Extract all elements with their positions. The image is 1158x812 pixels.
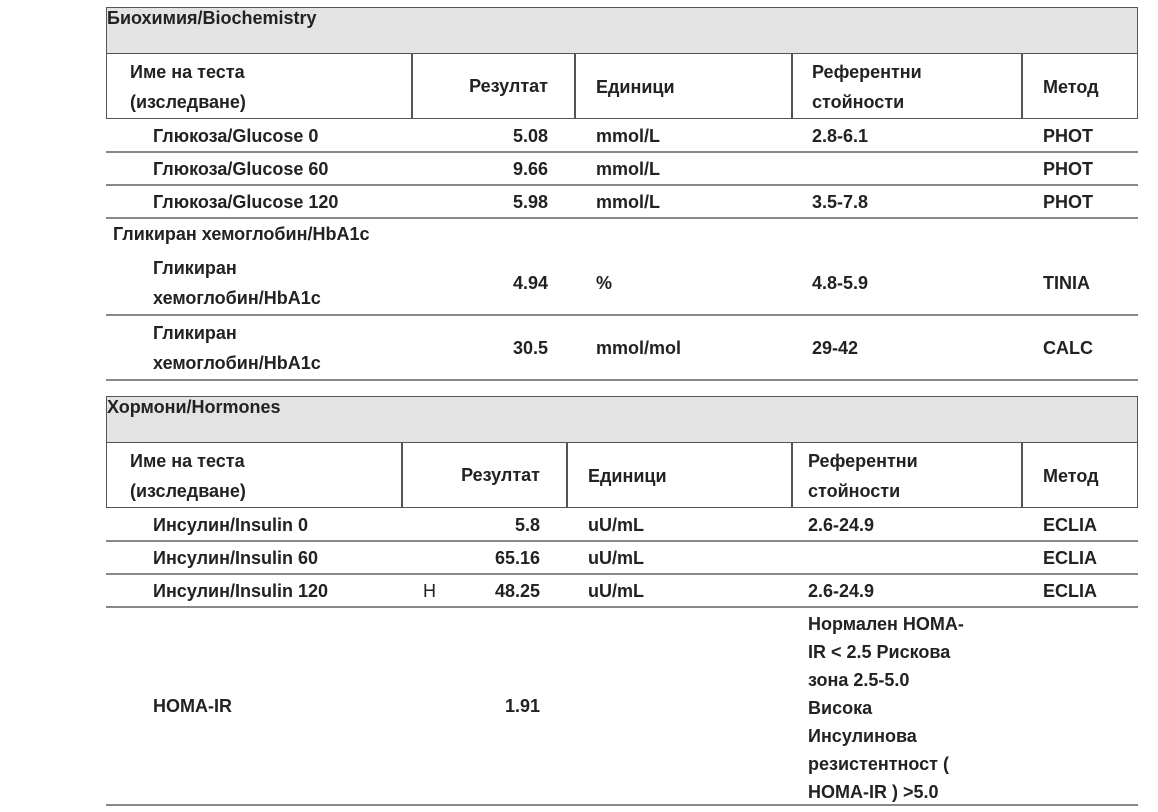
header-units: Единици: [588, 466, 667, 486]
method: PHOT: [1043, 125, 1094, 146]
result-value: 9.66: [512, 158, 548, 179]
row-divider: [106, 606, 1138, 608]
units: uU/mL: [588, 547, 644, 568]
reference-range: 2.8-6.1: [812, 125, 869, 146]
method: ECLIA: [1043, 547, 1097, 568]
test-name: HOMA-IR: [153, 696, 232, 716]
method: CALC: [1043, 337, 1093, 358]
header-result: Резултат: [469, 76, 548, 96]
group-label: Гликиран хемоглобин/HbA1c: [113, 224, 370, 244]
test-name: Глюкоза/Glucose 120: [153, 191, 339, 212]
result-value: 65.16: [494, 547, 540, 568]
header-units: Единици: [596, 77, 675, 97]
reference-range: 2.6-24.9: [808, 580, 875, 601]
column-divider: [574, 54, 576, 118]
header-test-name: Име на теста (изследване): [130, 451, 246, 501]
result-value: 5.98: [512, 191, 548, 212]
test-name: Глюкоза/Glucose 0: [153, 125, 319, 146]
result-value: 4.94: [512, 272, 548, 293]
result-value: 1.91: [504, 696, 540, 716]
section-header: [106, 396, 1138, 443]
test-name: Гликиран хемоглобин/HbA1c: [153, 322, 321, 373]
method: PHOT: [1043, 191, 1094, 212]
header-reference: Референтни стойности: [812, 62, 922, 112]
test-name: Инсулин/Insulin 60: [153, 547, 318, 568]
method: TINIA: [1043, 272, 1090, 293]
section-title: Хормони/Hormones: [107, 397, 281, 417]
units: mmol/L: [596, 191, 661, 212]
test-name: Инсулин/Insulin 0: [153, 514, 308, 535]
column-divider: [1021, 443, 1023, 507]
test-name: Глюкоза/Glucose 60: [153, 158, 329, 179]
method: ECLIA: [1043, 580, 1097, 601]
method: PHOT: [1043, 158, 1094, 179]
section-header: [106, 7, 1138, 54]
result-value: 30.5: [512, 337, 548, 358]
column-divider: [1021, 54, 1023, 118]
row-divider: [106, 379, 1138, 381]
test-name: Гликиран хемоглобин/HbA1c: [153, 257, 321, 308]
column-divider: [791, 443, 793, 507]
units: uU/mL: [588, 514, 644, 535]
header-reference: Референтни стойности: [808, 451, 918, 501]
units: mmol/mol: [596, 337, 682, 358]
units: mmol/L: [596, 158, 661, 179]
result-value: 5.08: [512, 125, 548, 146]
result-flag: H: [423, 580, 436, 601]
header-result: Резултат: [461, 465, 540, 485]
header-test-name: Име на теста (изследване): [130, 62, 246, 112]
column-divider: [791, 54, 793, 118]
result-value: 48.25: [494, 580, 540, 601]
column-divider: [566, 443, 568, 507]
section-title: Биохимия/Biochemistry: [107, 8, 317, 28]
header-method: Метод: [1043, 466, 1099, 486]
units: %: [596, 272, 613, 293]
units: uU/mL: [588, 580, 644, 601]
reference-range: 2.6-24.9: [808, 514, 875, 535]
test-name: Инсулин/Insulin 120: [153, 580, 328, 601]
reference-range: 29-42: [812, 337, 859, 358]
header-method: Метод: [1043, 77, 1099, 97]
reference-range: Нормален HOMA- IR < 2.5 Рискова зона 2.5-5.0 Висока Инсулинова резистентност ( HOMA-IR ) >5.0: [808, 614, 964, 802]
row-divider: [106, 314, 1138, 316]
result-value: 5.8: [514, 514, 540, 535]
reference-range: 3.5-7.8: [812, 191, 869, 212]
reference-range: 4.8-5.9: [812, 272, 869, 293]
row-divider: [106, 804, 1138, 806]
units: mmol/L: [596, 125, 661, 146]
method: ECLIA: [1043, 514, 1097, 535]
